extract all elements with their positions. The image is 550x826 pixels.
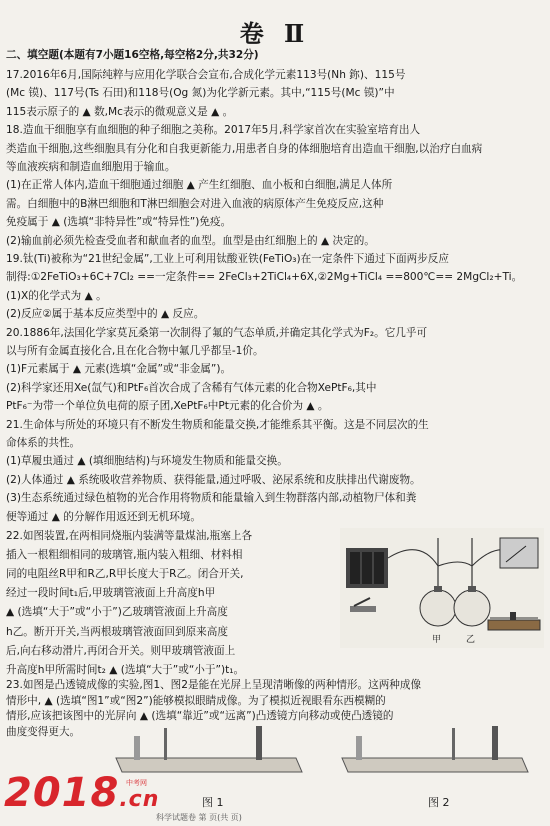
text-line: 以与所有金属直接化合,且在化合物中氟几乎都呈-1价。 bbox=[6, 345, 264, 357]
circuit-figure bbox=[340, 528, 544, 648]
text-line: 115表示原子的 ▲ 数,Mc表示的微观意义是 ▲ 。 bbox=[6, 105, 234, 118]
text-line: 等血液疾病和制造血细胞用于输血。 bbox=[6, 161, 176, 173]
text-line: 类造血干细胞,这些细胞具有分化和自我更新能力,用患者自身的体细胞培育出造血干细胞,以治疗白血病 bbox=[6, 142, 483, 155]
text-line: 命体系的共性。 bbox=[6, 437, 81, 449]
light-screen bbox=[256, 726, 262, 760]
ammeter bbox=[500, 538, 538, 568]
text-line: ▲ (选填“大于”或“小于”)乙玻璃管液面上升高度 bbox=[6, 606, 228, 619]
text-line: (1)F元素属于 ▲ 元素(选填“金属”或“非金属”)。 bbox=[6, 363, 232, 376]
candle bbox=[134, 736, 140, 760]
text-line: 情形,应该把该图中的光屏向 ▲ (选填“靠近”或“远离”)凸透镜方向移动或使凸透镜的 bbox=[6, 710, 394, 722]
text-line: 同的电阻丝R甲和R乙,R甲长度大于R乙。闭合开关, bbox=[6, 568, 244, 581]
watermark-main: 2018 bbox=[4, 770, 120, 816]
flask-jia bbox=[420, 590, 456, 626]
watermark-small: 中考网 bbox=[126, 779, 147, 787]
text-line: (Mc 镆)、117号(Ts 石田)和118号(Og 氮)为化学新元素。其中,“115号(Mc 镆)”中 bbox=[6, 87, 395, 100]
section-heading: 二、填空题(本题有7小题16空格,每空格2分,共32分) bbox=[6, 49, 259, 61]
text-line: 22.如图装置,在两相同烧瓶内装满等量煤油,瓶塞上各 bbox=[6, 530, 253, 542]
flask-yi bbox=[454, 590, 490, 626]
page-footer: 科学试题卷 第 页(共 页) bbox=[156, 813, 242, 822]
page-title: 卷 Ⅱ bbox=[239, 19, 311, 48]
text-line: (2)输血前必须先检查受血者和献血者的血型。血型是由红细胞上的 ▲ 决定的。 bbox=[6, 234, 375, 247]
text-line: PtF₆⁻为带一个单位负电荷的原子团,XePtF₆中Pt元素的化合价为 ▲ 。 bbox=[6, 400, 329, 413]
circuit-diagram bbox=[340, 528, 544, 648]
candle bbox=[356, 736, 362, 760]
text-line: 插入一根粗细相同的玻璃管,瓶内装入粗细、材料相 bbox=[6, 549, 243, 562]
text-line: (2)反应②属于基本反应类型中的 ▲ 反应。 bbox=[6, 308, 205, 321]
optical-bench-figure-2 bbox=[332, 722, 532, 786]
text-line: (2)科学家还用Xe(氙气)和PtF₆首次合成了含稀有气体元素的化合物XePtF₆,其中 bbox=[6, 381, 377, 394]
switch bbox=[350, 606, 376, 612]
site-watermark bbox=[4, 770, 159, 816]
text-line: (2)人体通过 ▲ 系统吸收营养物质、获得能量,通过呼吸、泌尿系统和皮肤排出代谢废物。 bbox=[6, 473, 421, 486]
text-line: (1)在正常人体内,造血干细胞通过细胞 ▲ 产生红细胞、血小板和白细胞,满足人体所 bbox=[6, 179, 393, 192]
light-screen bbox=[492, 726, 498, 760]
text-line: 制得:①2FeTiO₃+6C+7Cl₂ ==一定条件== 2FeCl₃+2TiCl₄+6X,②2Mg+TiCl₄ ==800℃== 2MgCl₂+Ti。 bbox=[6, 271, 523, 284]
text-line: 23.如图是凸透镜成像的实验,图1、图2是能在光屏上呈现清晰像的两种情形。这两种成像 bbox=[6, 679, 422, 691]
text-line: 18.造血干细胞享有血细胞的种子细胞之美称。2017年5月,科学家首次在实验室培育出人 bbox=[6, 124, 421, 137]
text-line: 曲度变得更大。 bbox=[6, 725, 81, 738]
text-line: 免疫属于 ▲ (选填“非特异性”或“特异性”)免疫。 bbox=[6, 216, 232, 229]
text-line: h乙。断开开关,当两根玻璃管液面回到原来高度 bbox=[6, 625, 228, 638]
text-line: 情形中, ▲ (选填“图1”或“图2”)能够模拟眼睛成像。为了模拟近视眼看东西模糊的 bbox=[6, 694, 386, 707]
convex-lens bbox=[452, 728, 455, 760]
text-line: 后,向右移动滑片,再闭合开关。则甲玻璃管液面上 bbox=[6, 644, 236, 657]
rheostat bbox=[488, 620, 540, 630]
text-line: 21.生命体与所处的环境只有不断发生物质和能量交换,才能维系其平衡。这是不同层次的生 bbox=[6, 418, 429, 431]
fig1-caption: 图 1 bbox=[202, 796, 224, 809]
text-line: 经过一段时间t₁后,甲玻璃管液面上升高度h甲 bbox=[6, 587, 216, 600]
text-line: (3)生态系统通过绿色植物的光合作用将物质和能量输入到生物群落内部,动植物尸体和粪 bbox=[6, 492, 417, 505]
text-line: 17.2016年6月,国际纯粹与应用化学联合会宣布,合成化学元素113号(Nh 鉨)、115号 bbox=[6, 69, 406, 81]
text-line: 便等通过 ▲ 的分解作用返还到无机环境。 bbox=[6, 510, 201, 523]
text-line: 升高度h甲所需时间t₂ ▲ (选填“大于”或“小于”)t₁。 bbox=[6, 663, 245, 676]
exam-page bbox=[6, 0, 544, 826]
text-line: 20.1886年,法国化学家莫瓦桑第一次制得了氟的气态单质,并确定其化学式为F₂。它几乎可 bbox=[6, 326, 428, 339]
text-line: (1)X的化学式为 ▲ 。 bbox=[6, 289, 107, 302]
text-line: 需。白细胞中的B淋巴细胞和T淋巴细胞会对进入血液的病原体产生免疫反应,这种 bbox=[6, 197, 384, 210]
flask-label-jia: 甲 bbox=[432, 635, 442, 645]
watermark-suffix: .cn bbox=[119, 787, 160, 812]
text-line: (1)草履虫通过 ▲ (填细胞结构)与环境发生物质和能量交换。 bbox=[6, 455, 288, 468]
flask-label-yi: 乙 bbox=[466, 635, 476, 645]
fig2-caption: 图 2 bbox=[428, 796, 450, 809]
convex-lens bbox=[164, 728, 167, 760]
text-line: 19.钛(Ti)被称为“21世纪金属”,工业上可利用钛酸亚铁(FeTiO₃)在一定条件下通过下面两步反应 bbox=[6, 253, 449, 265]
